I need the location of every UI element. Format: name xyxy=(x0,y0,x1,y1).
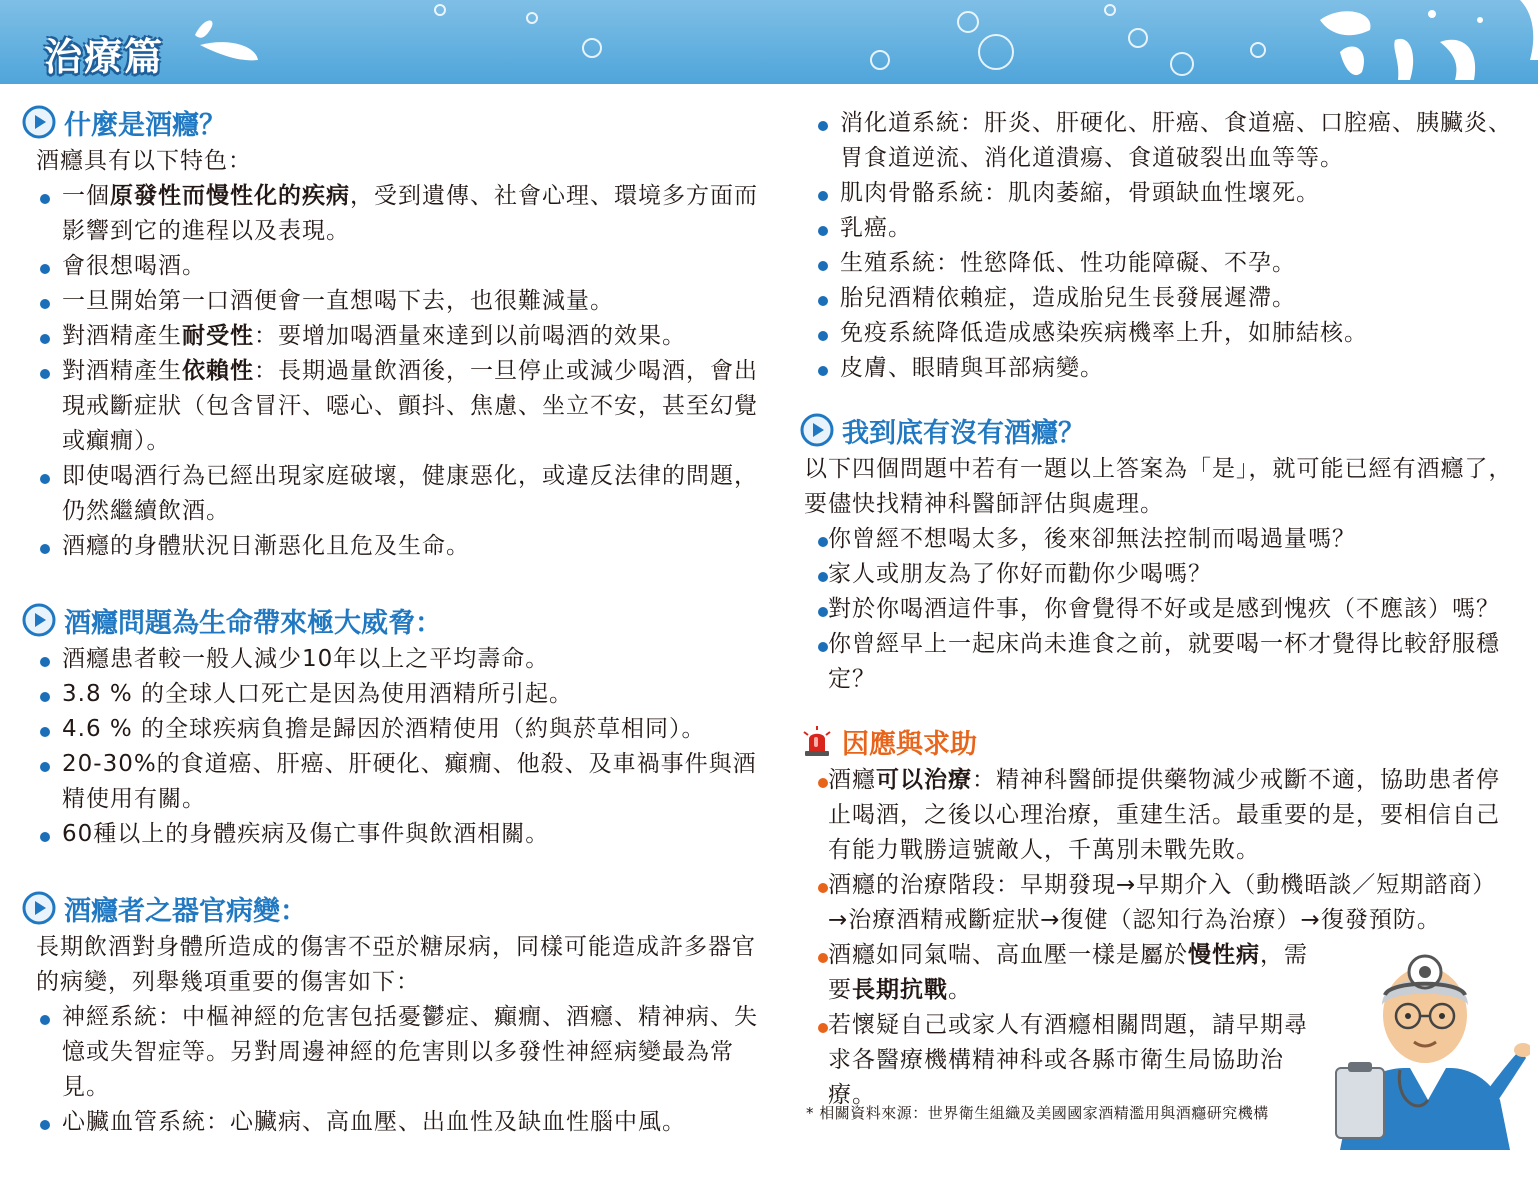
traits-list xyxy=(22,179,762,564)
list-item: 肌肉骨骼系統：肌肉萎縮，骨頭缺血性壞死。 xyxy=(800,176,1530,211)
page-title: 治療篇 xyxy=(44,34,165,79)
list-item: 對於你喝酒這件事，你會覺得不好或是感到愧疚（不應該）嗎？ xyxy=(800,592,1530,627)
section-title: 什麼是酒癮？ xyxy=(64,109,226,141)
doctor-illustration xyxy=(1330,950,1530,1150)
section-title: 酒癮者之器官病變： xyxy=(64,895,307,927)
section-heading-check xyxy=(800,408,1530,452)
list-item: 對酒精產生耐受性：要增加喝酒量來達到以前喝酒的效果。 xyxy=(22,319,762,354)
list-item: 你曾經早上一起床尚未進食之前，就要喝一杯才覺得比較舒服穩定？ xyxy=(800,627,1530,697)
questions-list xyxy=(800,522,1530,697)
section-intro: 酒癮具有以下特色： xyxy=(36,148,252,174)
bubbles-decoration xyxy=(0,0,1538,84)
list-item: 心臟血管系統：心臟病、高血壓、出血性及缺血性腦中風。 xyxy=(22,1105,762,1140)
list-item: 一個原發性而慢性化的疾病，受到遺傳、社會心理、環境多方面而影響到它的進程以及表現。 xyxy=(22,179,762,249)
list-item: 乳癌。 xyxy=(800,211,1530,246)
play-circle-icon xyxy=(22,891,56,925)
list-item: 一旦開始第一口酒便會一直想喝下去，也很難減量。 xyxy=(22,284,762,319)
section-title: 因應與求助 xyxy=(842,728,977,760)
list-item: 免疫系統降低造成感染疾病機率上升，如肺結核。 xyxy=(800,316,1530,351)
list-item: 酒癮的治療階段：早期發現→早期介入（動機晤談／短期諮商）→治療酒精戒斷症狀→復健（認知行為治療）→復發預防。 xyxy=(800,868,1505,938)
list-item: 60種以上的身體疾病及傷亡事件與飲酒相關。 xyxy=(22,817,762,852)
list-item: 家人或朋友為了你好而勸你少喝嗎？ xyxy=(800,557,1530,592)
list-item: 酒癮患者較一般人減少10年以上之平均壽命。 xyxy=(22,642,762,677)
list-item: 若懷疑自己或家人有酒癮相關問題，請早期尋求各醫療機構精神科或各縣市衛生局協助治療。 xyxy=(800,1008,1328,1113)
list-item: 皮膚、眼睛與耳部病變。 xyxy=(800,351,1530,386)
list-item: 對酒精產生依賴性：長期過量飲酒後，一旦停止或減少喝酒，會出現戒斷症狀（包含冒汗、噁心、顫抖、焦慮、坐立不安，甚至幻覺或癲癇）。 xyxy=(22,354,762,459)
play-circle-icon xyxy=(800,413,834,447)
list-item: 生殖系統：性慾降低、性功能障礙、不孕。 xyxy=(800,246,1530,281)
list-item: 酒癮如同氣喘、高血壓一樣是屬於慢性病，需要長期抗戰。 xyxy=(800,938,1328,1008)
list-item: 3.8 % 的全球人口死亡是因為使用酒精所引起。 xyxy=(22,677,762,712)
threat-list xyxy=(22,642,762,852)
siren-icon xyxy=(800,724,834,758)
section-intro: 長期飲酒對身體所造成的傷害不亞於糖尿病，同樣可能造成許多器官的病變，列舉幾項重要的傷害如下： xyxy=(36,934,756,995)
list-item: 你曾經不想喝太多，後來卻無法控制而喝過量嗎？ xyxy=(800,522,1530,557)
section-title: 我到底有沒有酒癮？ xyxy=(842,417,1085,449)
list-item: 酒癮可以治療：精神科醫師提供藥物減少戒斷不適，協助患者停止喝酒，之後以心理治療，重建生活。最重要的是，要相信自己有能力戰勝這號敵人，千萬別未戰先敗。 xyxy=(800,763,1505,868)
source-footnote: * 相關資料來源：世界衛生組織及美國國家酒精濫用與酒癮研究機構 xyxy=(806,1104,1269,1122)
list-item: 消化道系統：肝炎、肝硬化、肝癌、食道癌、口腔癌、胰臟炎、胃食道逆流、消化道潰瘍、食道破裂出血等等。 xyxy=(800,106,1530,176)
list-item: 4.6 % 的全球疾病負擔是歸因於酒精使用（約與菸草相同）。 xyxy=(22,712,762,747)
list-item: 即使喝酒行為已經出現家庭破壞，健康惡化，或違反法律的問題，仍然繼續飲酒。 xyxy=(22,459,762,529)
section-heading-what xyxy=(22,100,762,144)
section-title: 酒癮問題為生命帶來極大威脅： xyxy=(64,607,442,639)
section-heading-help xyxy=(800,719,1530,763)
section-intro: 以下四個問題中若有一題以上答案為「是」，就可能已經有酒癮了，要儘快找精神科醫師評估與處理。 xyxy=(804,456,1513,517)
list-item: 酒癮的身體狀況日漸惡化且危及生命。 xyxy=(22,529,762,564)
organs-list xyxy=(22,1000,762,1140)
play-circle-icon xyxy=(22,603,56,637)
list-item: 20-30%的食道癌、肝癌、肝硬化、癲癇、他殺、及車禍事件與酒精使用有關。 xyxy=(22,747,762,817)
list-item: 會很想喝酒。 xyxy=(22,249,762,284)
left-column xyxy=(22,100,762,1140)
section-heading-threat xyxy=(22,598,762,642)
organs-list-continued xyxy=(800,106,1530,386)
list-item: 神經系統：中樞神經的危害包括憂鬱症、癲癇、酒癮、精神病、失憶或失智症等。另對周邊神經的危害則以多發性神經病變最為常見。 xyxy=(22,1000,762,1105)
list-item: 胎兒酒精依賴症，造成胎兒生長發展遲滯。 xyxy=(800,281,1530,316)
header-banner xyxy=(0,0,1538,84)
play-circle-icon xyxy=(22,105,56,139)
section-heading-organs xyxy=(22,886,762,930)
